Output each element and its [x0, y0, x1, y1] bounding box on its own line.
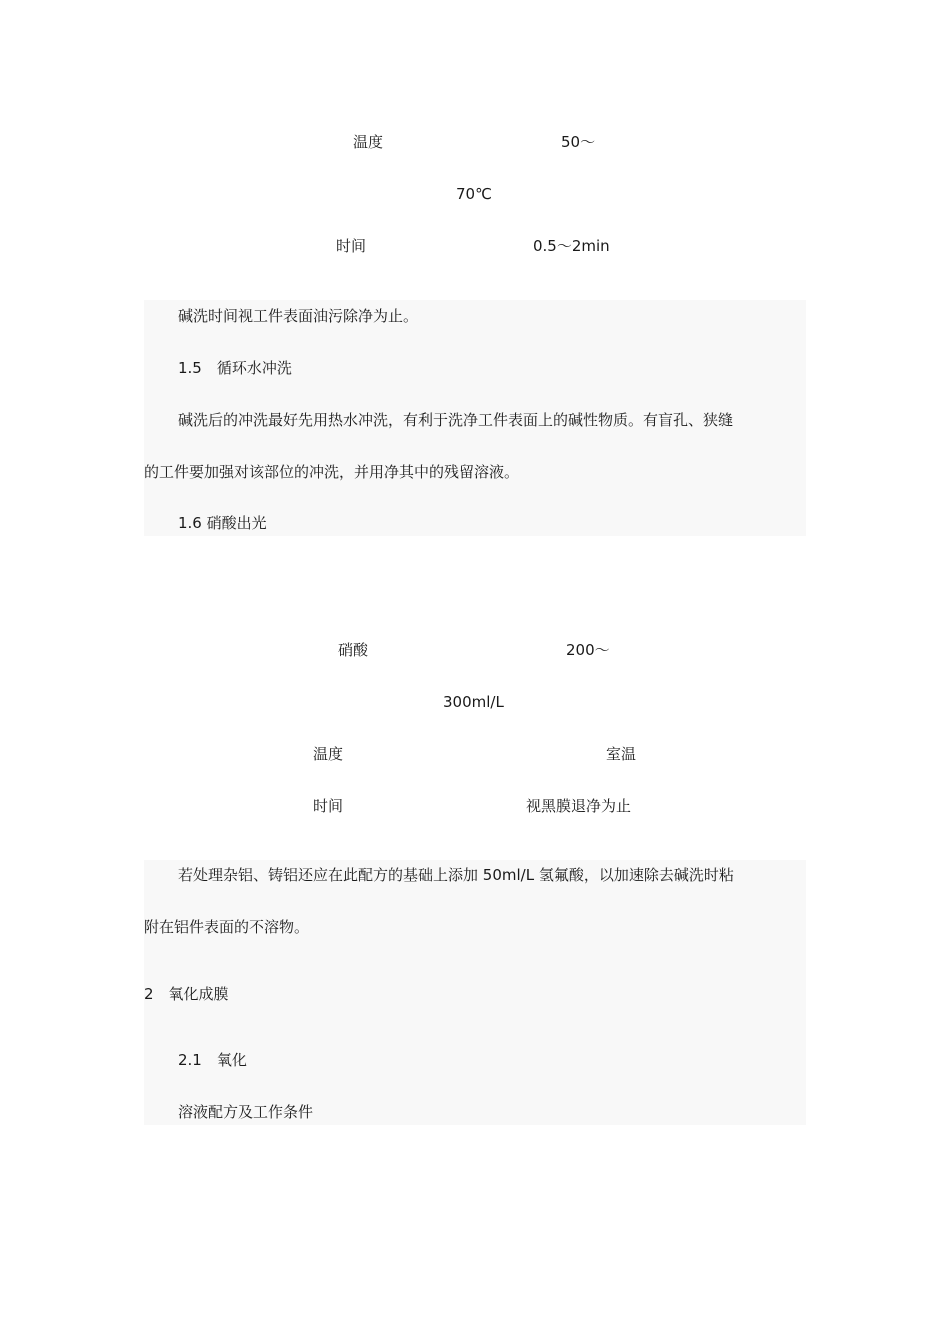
- table1-temperature-value: 50～: [561, 133, 596, 151]
- table1-temperature-value-cont: 70℃: [456, 185, 492, 203]
- heading-2-1: 2.1 氧化: [178, 1051, 247, 1069]
- table2-time-label: 时间: [313, 797, 344, 815]
- table2-temperature-label: 温度: [313, 745, 344, 763]
- table1-time-label: 时间: [336, 237, 367, 255]
- paragraph-hydrofluoric-line1: 若处理杂铝、铸铝还应在此配方的基础上添加 50ml/L 氢氟酸，以加速除去碱洗时粘: [178, 866, 734, 884]
- table2-time-value: 视黑膜退净为止: [526, 797, 632, 815]
- heading-2: 2 氧化成膜: [144, 985, 229, 1003]
- heading-1-5: 1.5 循环水冲洗: [178, 359, 292, 377]
- paragraph-alkali-wash-time: 碱洗时间视工件表面油污除净为止。: [178, 307, 419, 325]
- table2-nitric-acid-value-cont: 300ml/L: [443, 693, 504, 711]
- heading-1-6: 1.6 硝酸出光: [178, 514, 267, 532]
- table2-nitric-acid-value: 200～: [566, 641, 610, 659]
- paragraph-rinse-line1: 碱洗后的冲洗最好先用热水冲洗，有利于洗净工件表面上的碱性物质。有盲孔、狭缝: [178, 411, 734, 429]
- paragraph-solution-formula: 溶液配方及工作条件: [178, 1103, 314, 1121]
- text-block-2: [144, 860, 806, 1125]
- paragraph-rinse-line2: 的工件要加强对该部位的冲洗，并用净其中的残留溶液。: [144, 463, 520, 481]
- table1-time-value: 0.5～2min: [533, 237, 610, 255]
- paragraph-hydrofluoric-line2: 附在铝件表面的不溶物。: [144, 918, 310, 936]
- table2-temperature-value: 室温: [606, 745, 637, 763]
- table1-temperature-label: 温度: [353, 133, 384, 151]
- table2-nitric-acid-label: 硝酸: [338, 641, 369, 659]
